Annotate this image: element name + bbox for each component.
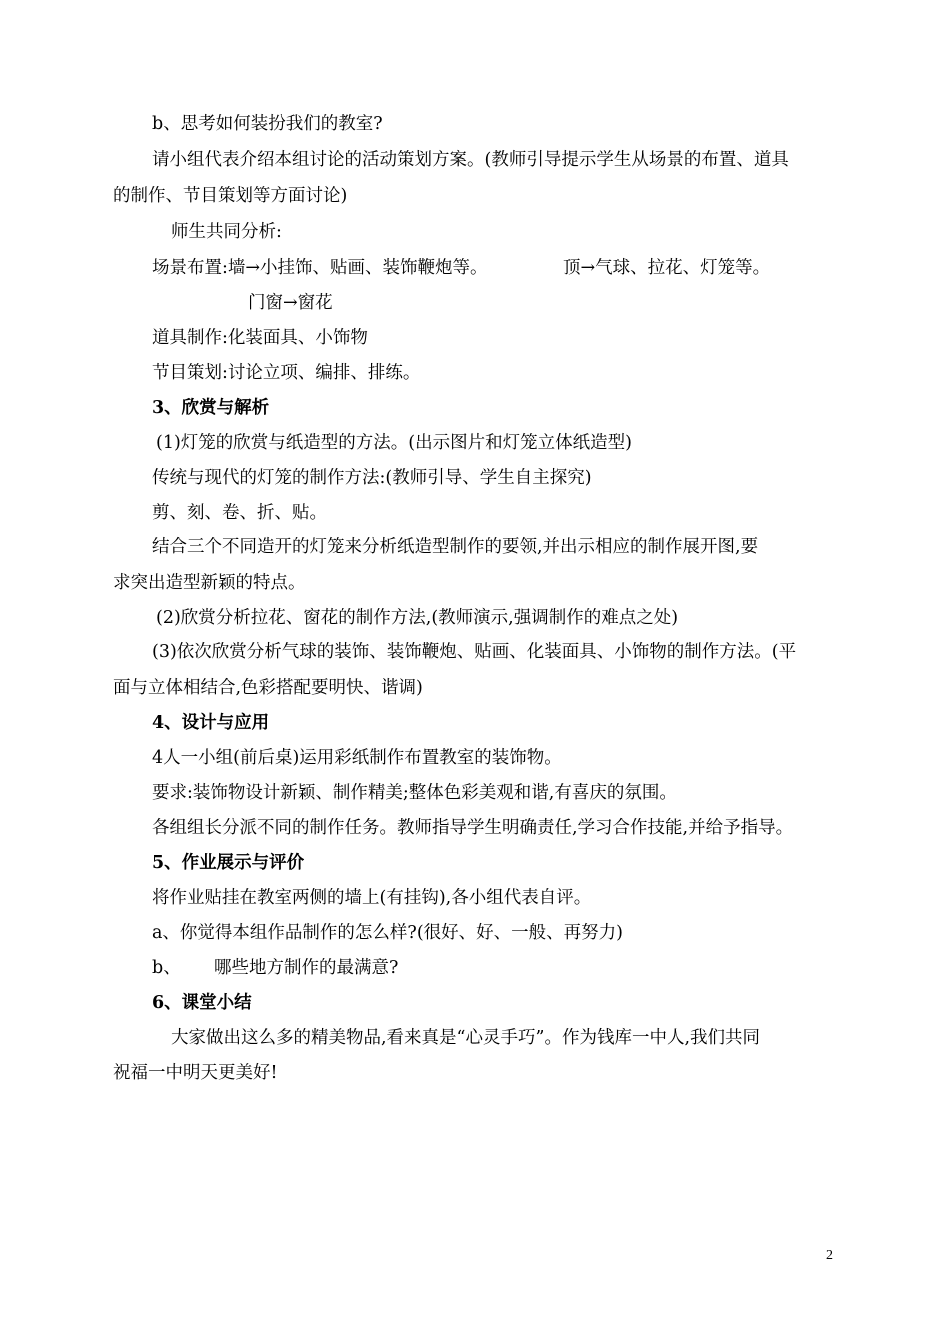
section-heading: 5、作业展示与评价: [152, 853, 305, 873]
text-line: (2)欣赏分析拉花、窗花的制作方法,(教师演示,强调制作的难点之处): [156, 608, 679, 628]
text-line: 剪、刻、卷、折、贴。: [152, 503, 327, 523]
text-line: (1)灯笼的欣赏与纸造型的方法。(出示图片和灯笼立体纸造型): [156, 433, 632, 453]
text-line: 节目策划:讨论立项、编排、排练。: [152, 363, 421, 383]
text-line: a、你觉得本组作品制作的怎么样?(很好、好、一般、再努力): [152, 923, 623, 943]
text-line: 各组组长分派不同的制作任务。教师指导学生明确责任,学习合作技能,并给予指导。: [152, 818, 794, 838]
text-line: 4人一小组(前后桌)运用彩纸制作布置教室的装饰物。: [152, 748, 562, 768]
text-line: 求突出造型新颖的特点。: [113, 573, 306, 593]
text-line: b、思考如何装扮我们的教室?: [152, 114, 383, 134]
text-line: 结合三个不同造开的灯笼来分析纸造型制作的要领,并出示相应的制作展开图,要: [152, 537, 759, 557]
text-line: (3)依次欣赏分析气球的装饰、装饰鞭炮、贴画、化装面具、小饰物的制作方法。(平: [152, 642, 797, 662]
text-line: 哪些地方制作的最满意?: [214, 958, 399, 978]
text-line: 门窗→窗花: [248, 293, 333, 313]
text-line: 祝福一中明天更美好!: [113, 1063, 278, 1083]
text-line: 场景布置:墙→小挂饰、贴画、装饰鞭炮等。: [152, 258, 488, 278]
text-line: b、: [152, 958, 181, 978]
text-line: 的制作、节目策划等方面讨论): [113, 186, 348, 206]
text-line: 面与立体相结合,色彩搭配要明快、谐调): [113, 678, 423, 698]
text-line: 将作业贴挂在教室两侧的墙上(有挂钩),各小组代表自评。: [152, 888, 592, 908]
section-heading: 3、欣赏与解析: [152, 398, 270, 418]
text-line: 大家做出这么多的精美物品,看来真是“心灵手巧”。作为钱库一中人,我们共同: [171, 1028, 761, 1048]
text-line: 顶→气球、拉花、灯笼等。: [563, 258, 771, 278]
text-line: 师生共同分析:: [171, 222, 282, 242]
section-heading: 6、课堂小结: [152, 993, 252, 1013]
page-number: 2: [826, 1248, 833, 1263]
text-line: 请小组代表介绍本组讨论的活动策划方案。(教师引导提示学生从场景的布置、道具: [152, 150, 789, 170]
section-heading: 4、设计与应用: [152, 713, 270, 733]
text-line: 要求:装饰物设计新颖、制作精美;整体色彩美观和谐,有喜庆的氛围。: [152, 783, 677, 803]
text-line: 传统与现代的灯笼的制作方法:(教师引导、学生自主探究): [152, 468, 592, 488]
text-line: 道具制作:化装面具、小饰物: [152, 328, 368, 348]
